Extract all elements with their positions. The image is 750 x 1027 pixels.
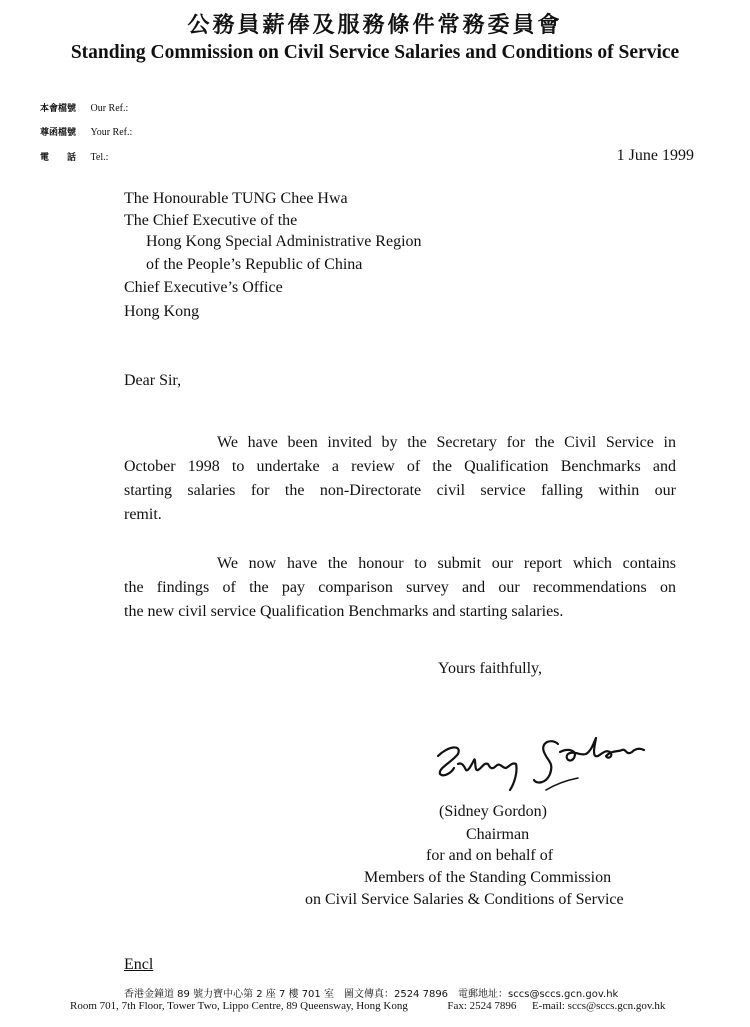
footer-email: E-mail: sccs@sccs.gcn.gov.hk	[531, 1000, 666, 1012]
body-paragraph-2	[124, 552, 676, 624]
signatory-line-1: for and on behalf of	[426, 847, 554, 864]
footer-chinese: 香港金鐘道 89 號力寶中心第 2 座 7 樓 701 室 圖文傳真：2524 7896 電郵地址：sccs@sccs.gcn.gov.hk	[124, 989, 619, 1000]
recipient-line: The Chief Executive of the	[124, 212, 298, 229]
letterhead-title-english: Standing Commission on Civil Service Salaries and Conditions of Service	[70, 42, 680, 63]
body-paragraph-1	[124, 431, 676, 527]
paragraph-line: starting salaries for the non-Directorate civil service falling within our	[124, 482, 676, 499]
footer-fax: Fax: 2524 7896	[447, 1000, 517, 1012]
footer-english	[70, 1000, 665, 1012]
paragraph-line: remit.	[124, 506, 162, 523]
letterhead-title-chinese: 公務員薪俸及服務條件常務委員會	[187, 12, 563, 38]
tel-row	[40, 150, 108, 163]
recipient-line: of the People’s Republic of China	[146, 256, 363, 273]
your-ref-row	[40, 125, 132, 138]
recipient-line: Hong Kong Special Administrative Region	[146, 233, 422, 250]
salutation: Dear Sir,	[124, 372, 182, 389]
paragraph-line: October 1998 to undertake a review of the Qualification Benchmarks and	[124, 458, 676, 475]
enclosure-label: Encl	[124, 956, 154, 973]
paragraph-line: We now have the honour to submit our report which contains	[217, 555, 676, 572]
paragraph-line: the findings of the pay comparison survey and our recommendations on	[124, 579, 676, 596]
closing: Yours faithfully,	[438, 660, 543, 677]
signatory-line-3: on Civil Service Salaries & Conditions of Service	[305, 891, 624, 908]
paragraph-line: the new civil service Qualification Benchmarks and starting salaries.	[124, 603, 564, 620]
recipient-line: Hong Kong	[124, 303, 200, 320]
tel-label-en: Tel.:	[90, 152, 109, 163]
our-ref-row	[40, 101, 128, 114]
tel-label-zh: 電 話	[40, 153, 77, 163]
our-ref-label-en: Our Ref.:	[90, 103, 129, 114]
your-ref-label-en: Your Ref.:	[90, 127, 133, 138]
recipient-line: Chief Executive’s Office	[124, 279, 283, 296]
letter-date: 1 June 1999	[616, 147, 694, 164]
signatory-line-2: Members of the Standing Commission	[364, 869, 612, 886]
our-ref-label-zh: 本會檔號	[40, 104, 77, 114]
signatory-name: (Sidney Gordon)	[439, 803, 547, 820]
paragraph-line: We have been invited by the Secretary for the Civil Service in	[217, 434, 676, 451]
your-ref-label-zh: 尊函檔號	[40, 128, 77, 138]
footer-address: Room 701, 7th Floor, Tower Two, Lippo Centre, 89 Queensway, Hong Kong	[70, 1000, 408, 1012]
signatory-title: Chairman	[466, 826, 530, 843]
recipient-line: The Honourable TUNG Chee Hwa	[124, 190, 348, 207]
